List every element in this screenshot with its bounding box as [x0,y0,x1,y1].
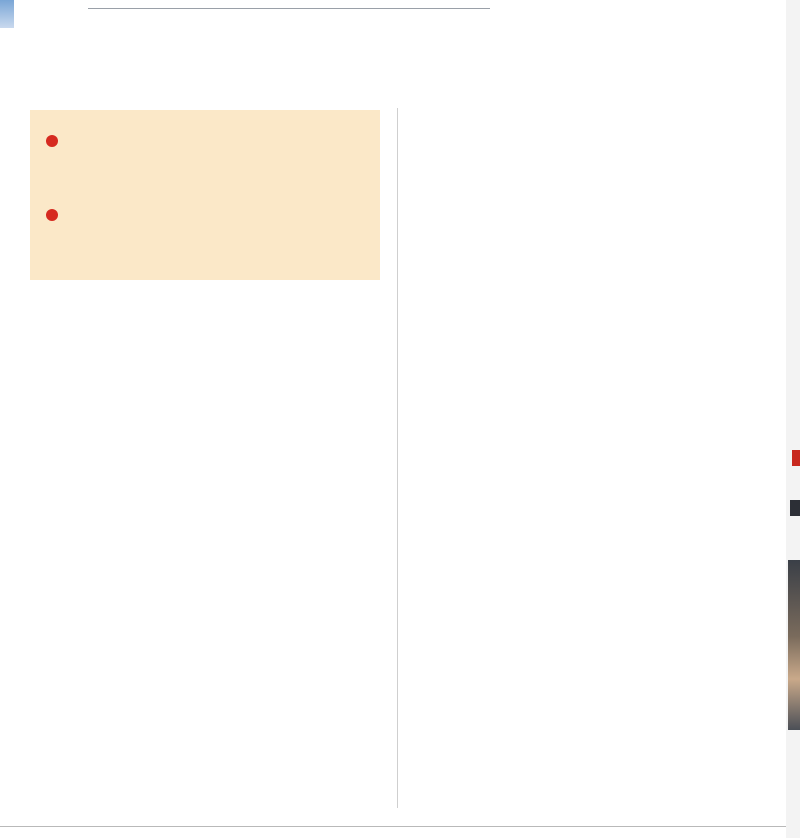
article-text-line [34,563,384,590]
article-text-line [404,687,768,714]
article-text-line [34,481,384,508]
article-text-line [34,400,384,427]
left-edge-clipping-mark [0,0,14,28]
article-text-line [34,726,384,753]
article-text-line [404,633,768,660]
column-divider [397,108,398,808]
article-text-line [34,345,384,372]
article-text-line [404,279,768,306]
article-text-line [404,388,768,415]
article-text-line [34,780,384,807]
article-text-line [34,808,384,835]
bottom-rule [0,826,800,827]
article-text-line [34,644,384,671]
article-text-line [34,536,384,563]
article-text-line [404,170,768,197]
article-text-line [34,699,384,726]
article-text-line [404,252,768,279]
adjacent-article-edge [786,0,800,838]
article-text-line [404,116,768,143]
article-text-line [404,497,768,524]
article-text-line [404,714,768,741]
article-text-line [34,318,384,345]
adjacent-text-fragment [790,500,800,516]
article-body-column-1 [34,291,384,835]
article-headline [14,22,784,100]
article-text-line [404,361,768,388]
article-text-line [404,143,768,170]
article-text-line [34,590,384,617]
article-text-line [34,427,384,454]
highlight-point [46,198,370,266]
article-text-line [404,578,768,605]
article-text-line [404,660,768,687]
highlights-box [30,110,380,280]
article-body-column-2 [404,116,768,838]
article-text-line [404,442,768,469]
article-text-line [404,769,768,796]
article-text-line [404,225,768,252]
top-rule [88,8,490,9]
bullet-icon [46,209,58,221]
article-text-line [404,605,768,632]
adjacent-bullet-fragment [792,450,800,466]
adjacent-photo-fragment [788,560,800,730]
article-text-line [404,524,768,551]
article-text-line [404,306,768,333]
article-text-line [404,796,768,823]
article-text-line [404,551,768,578]
highlight-point [46,124,370,192]
article-text-line [34,373,384,400]
article-text-line [34,509,384,536]
article-text-line [34,672,384,699]
article-text-line [34,617,384,644]
article-text-line [404,469,768,496]
article-text-line [404,741,768,768]
bullet-icon [46,135,58,147]
article-text-line [404,198,768,225]
article-text-line [404,415,768,442]
article-text-line [34,753,384,780]
article-text-line [34,454,384,481]
article-text-line [404,334,768,361]
article-text-line [34,291,384,318]
